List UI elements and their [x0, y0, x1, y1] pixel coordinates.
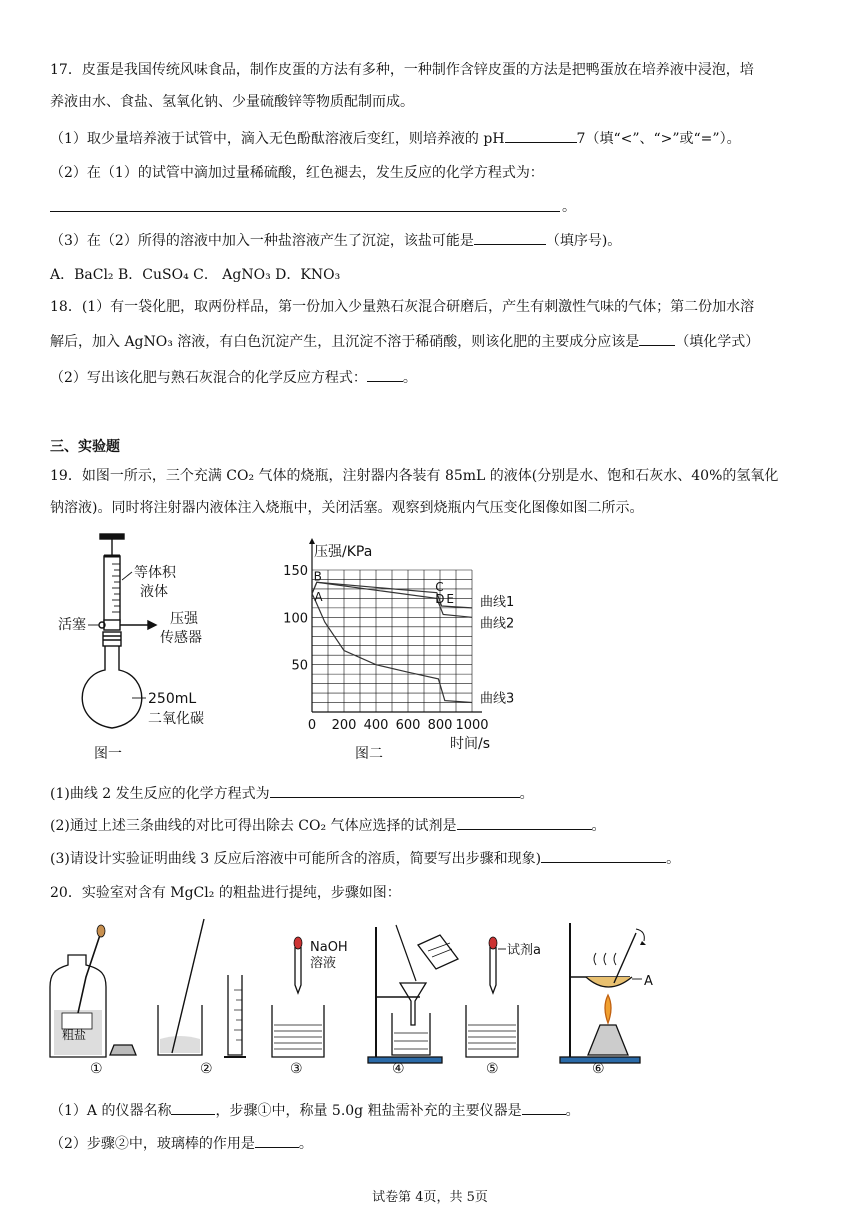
- q20-part1-mid: ，步骤①中，称量 5.0g 粗盐需补充的主要仪器是: [215, 1103, 522, 1119]
- q19-part1-text: (1)曲线 2 发生反应的化学方程式为: [50, 786, 270, 802]
- q17-part3-tail: （填序号)。: [545, 233, 622, 249]
- q19-part2-text: (2)通过上述三条曲线的对比可得出除去 CO₂ 气体应选择的试剂是: [50, 818, 457, 834]
- answer-blank[interactable]: [474, 230, 546, 245]
- answer-blank[interactable]: [505, 128, 577, 143]
- figure2-caption: 图二: [355, 746, 383, 762]
- figure1-caption: 图一: [94, 746, 122, 762]
- round-bottom-flask: [82, 646, 142, 728]
- q20-part2-text: （2）步骤②中，玻璃棒的作用是: [50, 1136, 255, 1152]
- answer-blank[interactable]: [171, 1100, 215, 1115]
- q19-part3: [50, 848, 680, 869]
- glass-rod: [172, 919, 204, 1053]
- q17-options: A．BaCl₂ B．CuSO₄ C． AgNO₃ D．KNO₃: [50, 267, 341, 283]
- arrow-icon: [148, 621, 156, 629]
- series-label: 曲线1: [480, 594, 515, 610]
- section-heading: 三、实验题: [50, 439, 120, 455]
- q18-part2-tail: 。: [402, 370, 417, 386]
- series-label: 曲线3: [480, 691, 515, 707]
- q17-part2: （2）在（1）的试管中滴加过量稀硫酸，红色褪去，发生反应的化学方程式为：: [50, 165, 544, 181]
- pouring-beaker: [418, 935, 458, 969]
- weighing-boat: [110, 1045, 136, 1055]
- q19-part1-tail: 。: [519, 786, 534, 802]
- label-sensor: 传感器: [160, 630, 202, 646]
- q17-part3-text: （3）在（2）所得的溶液中加入一种盐溶液产生了沉淀，该盐可能是: [50, 233, 474, 249]
- answer-blank[interactable]: [522, 1100, 566, 1115]
- label-valve: 活塞: [58, 617, 86, 633]
- q20-part2-tail: 。: [298, 1136, 313, 1152]
- answer-blank[interactable]: [255, 1133, 299, 1148]
- label-pressure: 压强: [170, 611, 198, 627]
- x-tick-label: 400: [363, 718, 389, 733]
- x-tick-label: 200: [331, 718, 357, 733]
- evaporating-dish: [586, 977, 632, 987]
- point-label: B: [313, 569, 322, 584]
- dropper: [490, 947, 496, 993]
- valve: [104, 620, 120, 630]
- salt-label: [62, 1013, 92, 1029]
- q19-stem-line1: 19．如图一所示，三个充满 CO₂ 气体的烧瓶，注射器内各装有 85mL 的液体(分别是水、饱和石灰水、40%的氢氧化: [50, 468, 779, 484]
- spoon: [78, 935, 100, 1013]
- q17-part3: [50, 230, 621, 251]
- step-number: ①: [90, 1061, 103, 1077]
- pressure-chart: [270, 530, 560, 770]
- x-axis-label: 时间/s: [450, 736, 491, 752]
- q17-part1-text: （1）取少量培养液于试管中，滴入无色酚酞溶液后变红，则培养液的 pH: [50, 131, 505, 147]
- label-equal-volume: 等体积: [134, 565, 176, 581]
- q20-stem: 20．实验室对含有 MgCl₂ 的粗盐进行提纯，步骤如图：: [50, 885, 401, 901]
- answer-blank[interactable]: [270, 783, 520, 798]
- q20-part1: [50, 1100, 580, 1121]
- q18-line2-tail: （填化学式）: [675, 334, 760, 350]
- point-label: E: [446, 592, 454, 607]
- q17-stem-line1: 17．皮蛋是我国传统风味食品，制作皮蛋的方法有多种，一种制作含锌皮蛋的方法是把鸭蛋放在培养液中浸泡，培: [50, 62, 754, 78]
- salt-label-text: 粗盐: [62, 1028, 87, 1042]
- q19-part1: [50, 783, 534, 804]
- apparatus-figure: [50, 530, 250, 770]
- y-tick-label: 50: [291, 658, 308, 674]
- naoh-solution-label: 溶液: [310, 956, 337, 971]
- answer-blank[interactable]: [457, 815, 592, 830]
- x-tick-label: 1000: [455, 718, 489, 733]
- q19-part3-tail: 。: [666, 851, 681, 867]
- step-number: ③: [290, 1061, 303, 1077]
- step-number: ⑤: [486, 1061, 499, 1077]
- graduated-cylinder: [228, 975, 242, 1055]
- q20-part1-text: （1）A 的仪器名称: [50, 1103, 172, 1119]
- label-flask-volume: 250mL: [148, 691, 197, 707]
- q18-part2: [50, 367, 417, 388]
- answer-blank[interactable]: [367, 367, 403, 382]
- answer-blank[interactable]: [541, 848, 666, 863]
- x-tick-label: 800: [427, 718, 453, 733]
- x-tick-label: 0: [307, 718, 317, 733]
- reagent-a-label: 试剂a: [507, 943, 541, 958]
- q19-part2: [50, 815, 606, 836]
- q19-part3-text: (3)请设计实验证明曲线 3 反应后溶液中可能所含的溶质，简要写出步骤和现象): [50, 851, 542, 867]
- q17-part1: [50, 128, 741, 149]
- step-number: ②: [200, 1061, 213, 1077]
- point-label: C: [435, 579, 444, 594]
- y-tick-label: 150: [283, 564, 308, 579]
- answer-blank[interactable]: [639, 331, 675, 346]
- y-tick-label: 100: [283, 611, 308, 627]
- answer-blank[interactable]: [50, 211, 560, 212]
- q19-stem-line2: 钠溶液)。同时将注射器内液体注入烧瓶中，关闭活塞。观察到烧瓶内气压变化图像如图二所示。: [50, 500, 644, 516]
- step-number: ⑥: [592, 1061, 605, 1077]
- page-footer: 试卷第 4页，共 5页: [372, 1190, 488, 1205]
- dropper: [295, 947, 301, 993]
- point-label: D: [435, 592, 445, 607]
- q17-stem-line2: 养液由水、食盐、氢氧化钠、少量硫酸锌等物质配制而成。: [50, 94, 414, 110]
- glass-rod: [614, 933, 636, 983]
- x-tick-label: 600: [395, 718, 421, 733]
- syringe-plunger-cap: [100, 534, 124, 539]
- flame: [605, 995, 611, 1023]
- glass-rod: [396, 925, 416, 981]
- pointer-a-label: A: [644, 974, 653, 989]
- q19-part2-tail: 。: [591, 818, 606, 834]
- step-number: ④: [392, 1061, 405, 1077]
- q20-part2: [50, 1133, 313, 1154]
- q20-part1-tail: 。: [565, 1103, 580, 1119]
- naoh-label: NaOH: [310, 940, 348, 955]
- q17-part1-tail: 7（填“<”、“>”或“=”）。: [576, 131, 741, 147]
- q18-stem-line2: [50, 331, 759, 352]
- q18-part2-text: （2）写出该化肥与熟石灰混合的化学反应方程式：: [50, 370, 367, 386]
- q17-part2-period: 。: [562, 199, 576, 215]
- series-label: 曲线2: [480, 616, 515, 632]
- q18-line2-text: 解后，加入 AgNO₃ 溶液，有白色沉淀产生，且沉淀不溶于稀硝酸，则该化肥的主要成分应该是: [50, 334, 640, 350]
- q18-stem-line1: 18．(1）有一袋化肥，取两份样品，第一份加入少量熟石灰混合研磨后，产生有刺激性气味的气体；第二份加水溶: [50, 299, 755, 315]
- point-label: A: [314, 590, 323, 605]
- purification-steps-figure: [40, 915, 740, 1080]
- label-co2: 二氧化碳: [148, 711, 204, 727]
- alcohol-lamp: [588, 1025, 628, 1055]
- stand-base: [368, 1057, 442, 1063]
- label-liquid: 液体: [140, 584, 168, 600]
- y-axis-label: 压强/KPa: [314, 544, 373, 560]
- rubber-stopper: [103, 632, 121, 646]
- funnel: [400, 983, 426, 1025]
